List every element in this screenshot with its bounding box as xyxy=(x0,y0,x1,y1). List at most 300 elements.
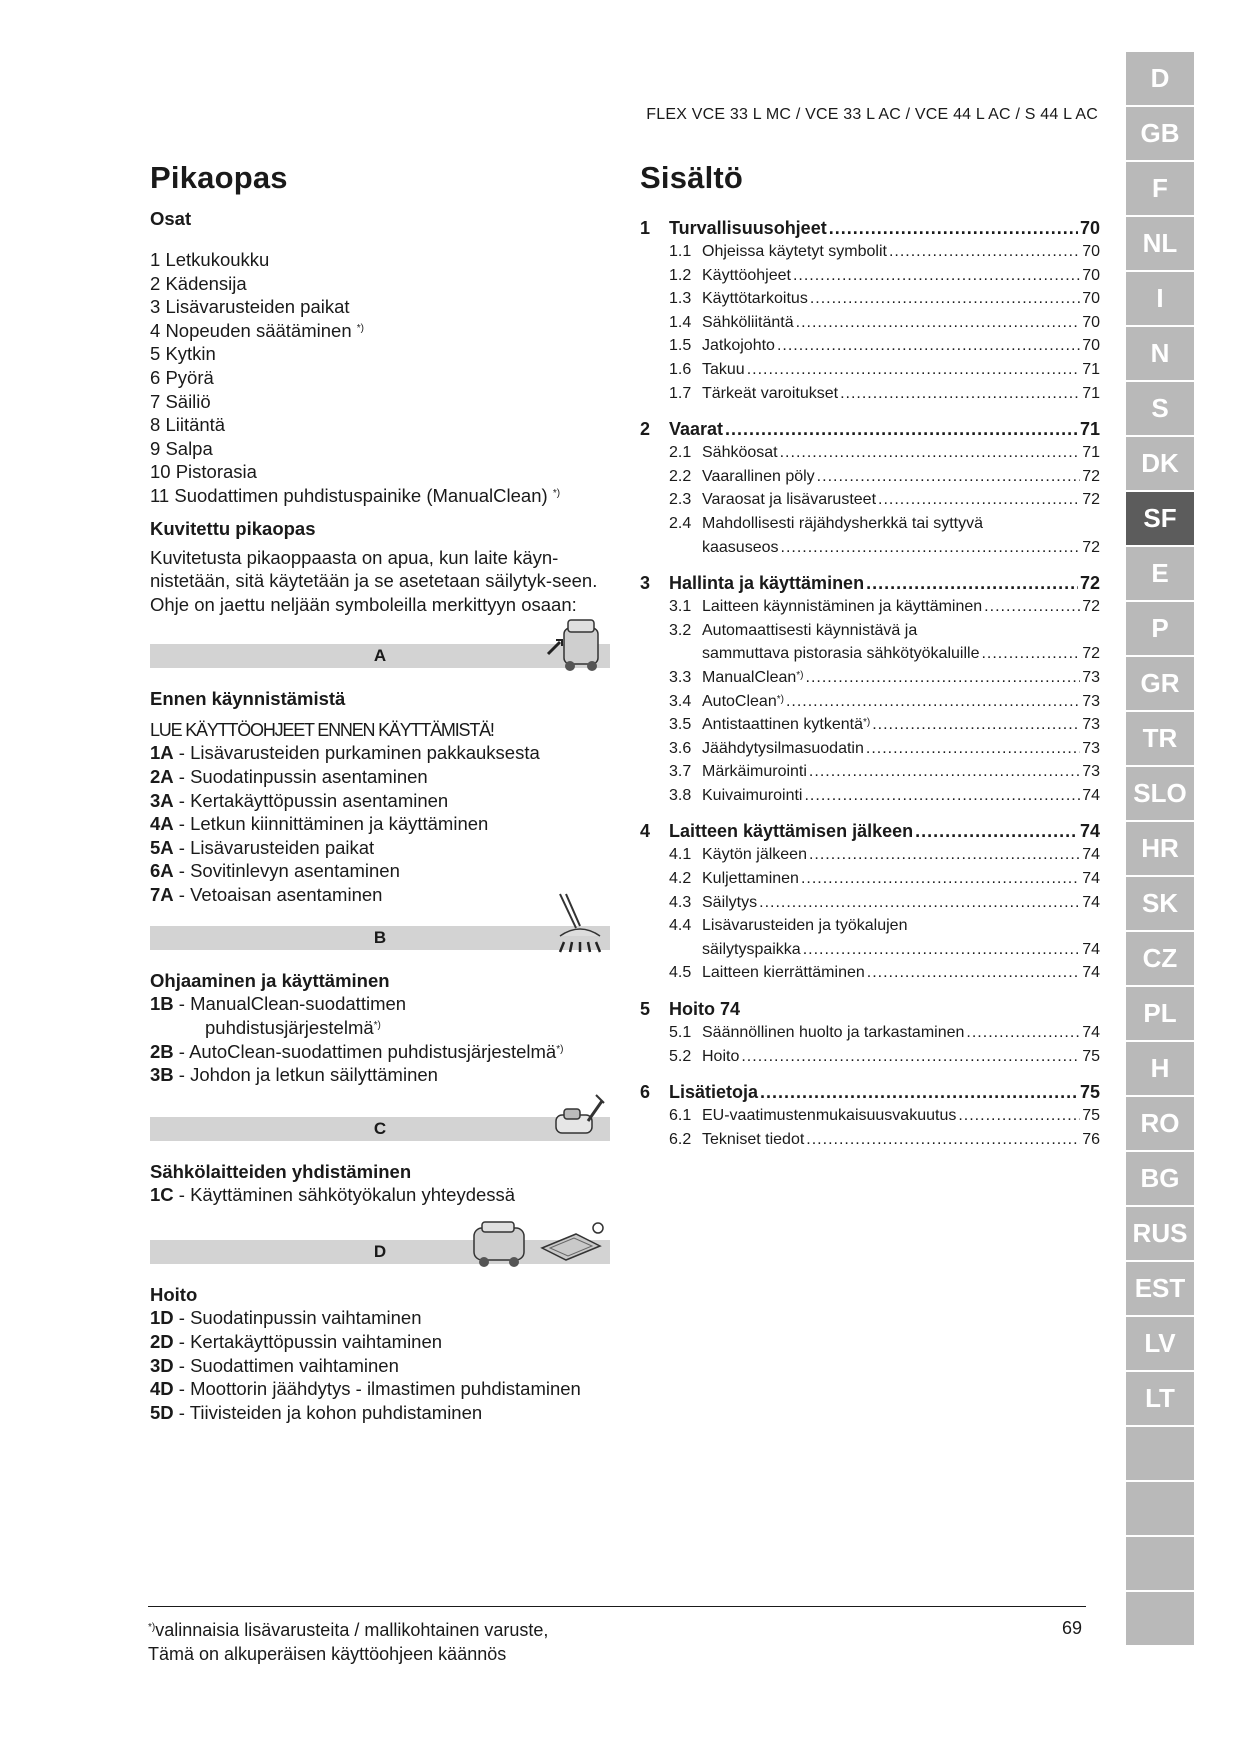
toc-leader xyxy=(867,961,1080,985)
toc-subsection[interactable] xyxy=(640,690,1100,714)
toc-leader xyxy=(915,819,1078,843)
toc-subsection[interactable] xyxy=(640,760,1100,784)
toc-leader xyxy=(878,488,1080,512)
language-tab-s[interactable]: S xyxy=(1126,382,1194,437)
toc-sub-number: 2.1 xyxy=(669,444,692,462)
toc-page: 70 xyxy=(1082,337,1100,355)
toc-sub-title-text: EU-vaatimustenmukaisuusvakuutus xyxy=(702,1107,957,1125)
part-number: 10 xyxy=(150,461,171,483)
toc-page: 71 xyxy=(1082,444,1100,462)
section-band-b xyxy=(150,926,610,950)
toc-subsection[interactable] xyxy=(640,488,1100,512)
instruction-item xyxy=(150,741,610,765)
toc-sub-title xyxy=(702,311,794,335)
toc-page: 72 xyxy=(1082,645,1100,663)
part-label: Suodattimen puhdistuspainike (ManualClean) xyxy=(174,484,548,506)
toc-sub-title xyxy=(702,961,865,985)
part-label: Kädensija xyxy=(165,272,247,294)
toc-sub-title xyxy=(702,737,864,761)
language-tab-sk[interactable]: SK xyxy=(1126,877,1194,932)
toc-section[interactable] xyxy=(640,571,1100,595)
toc-sub-title xyxy=(702,666,804,690)
toc-leader xyxy=(796,311,1081,335)
language-tab-e[interactable]: E xyxy=(1126,547,1194,602)
toc-subsection-cont xyxy=(640,938,1100,962)
instruction-text-cont: puhdistusjärjestelmä xyxy=(205,1017,374,1039)
model-header: FLEX VCE 33 L MC / VCE 33 L AC / VCE 44 L AC / S 44 L AC xyxy=(646,106,1098,123)
toc-subsection[interactable] xyxy=(640,311,1100,335)
toc-page: 70 xyxy=(1082,290,1100,308)
part-label: Nopeuden säätäminen xyxy=(165,319,352,341)
toc-subsection[interactable] xyxy=(640,240,1100,264)
footer-note xyxy=(148,1618,548,1666)
part-label: Pyörä xyxy=(165,366,214,388)
instruction-code: 5D xyxy=(150,1401,174,1423)
toc-leader xyxy=(806,666,1081,690)
toc-page: 75 xyxy=(1079,1082,1100,1103)
footnote-marker: *) xyxy=(373,1020,381,1032)
toc-subsection[interactable] xyxy=(640,891,1100,915)
instruction-text: - Kertakäyttöpussin asentaminen xyxy=(173,789,449,811)
footnote-marker: *) xyxy=(356,322,364,334)
toc-sub-title xyxy=(702,891,757,915)
toc-sub-title xyxy=(702,784,802,808)
language-tab-gb[interactable]: GB xyxy=(1126,107,1194,162)
instruction-code: 1B xyxy=(150,993,174,1015)
language-tab-lv[interactable]: LV xyxy=(1126,1317,1194,1372)
footnote-marker: *) xyxy=(552,487,561,499)
toc-sub-title xyxy=(702,1045,739,1069)
toc-section-number: 1 xyxy=(640,218,651,238)
toc-leader xyxy=(966,1021,1080,1045)
toc-sub-title-text: Automaattisesti käynnistävä ja xyxy=(702,621,918,639)
part-item xyxy=(150,437,610,461)
toc-subsection[interactable] xyxy=(640,713,1100,737)
toc-sub-title xyxy=(702,240,887,264)
toc-page: 73 xyxy=(1082,739,1100,757)
toc-page: 75 xyxy=(1082,1107,1100,1125)
toc-sub-title-text: Tekniset tiedot xyxy=(702,1130,805,1148)
part-label: Letkukoukku xyxy=(165,249,270,270)
translation-notice: Tämä on alkuperäisen käyttöohjeen käännös xyxy=(148,1644,507,1664)
toc-sub-number: 2.3 xyxy=(669,491,692,509)
toc-leader xyxy=(984,595,1080,619)
toc-sub-title xyxy=(702,843,807,867)
instruction-code: 2B xyxy=(150,1040,174,1062)
toc-page: 71 xyxy=(1082,360,1100,378)
language-tab-h[interactable]: H xyxy=(1126,1042,1194,1097)
part-item xyxy=(150,460,610,484)
toc-sub-title-cont: säilytyspaikka xyxy=(702,940,801,958)
language-tab-gr[interactable]: GR xyxy=(1126,657,1194,712)
part-number: 8 xyxy=(150,414,161,436)
toc-leader xyxy=(809,760,1080,784)
toc-leader xyxy=(958,1104,1080,1128)
toc-sub-title-cont: kaasuseos xyxy=(702,538,779,556)
footnote-text: valinnaisia lisävarusteita / mallikohtainen varuste, xyxy=(155,1620,549,1640)
toc-sub-number: 3.4 xyxy=(669,692,692,710)
part-number: 11 xyxy=(150,484,170,506)
part-number: 2 xyxy=(150,272,161,294)
toc-subsection[interactable] xyxy=(640,382,1100,406)
toc-subsection[interactable] xyxy=(640,1128,1100,1152)
toc-sub-title-text: AutoClean xyxy=(702,692,777,710)
toc-page: 74 xyxy=(1082,964,1100,982)
instruction-text: - Lisävarusteiden paikat xyxy=(173,836,375,858)
toc-subsection[interactable] xyxy=(640,441,1100,465)
toc-page: 72 xyxy=(1079,573,1100,594)
part-number: 6 xyxy=(150,366,161,388)
toc-leader xyxy=(786,690,1080,714)
instruction-text: - Letkun kiinnittäminen ja käyttäminen xyxy=(173,813,489,835)
toc-page: 70 xyxy=(1082,313,1100,331)
part-item xyxy=(150,390,610,414)
toc-section-number: 2 xyxy=(640,419,651,440)
instruction-item xyxy=(150,1377,610,1401)
toc-sub-number: 1.5 xyxy=(669,337,692,355)
toc-sub-title-text: Laitteen kierrättäminen xyxy=(702,964,865,982)
toc-subsection-cont xyxy=(640,536,1100,560)
warning-text: LUE KÄYTTÖOHJEET ENNEN KÄYTTÄMISTÄ! xyxy=(150,720,494,741)
language-tab-p[interactable]: P xyxy=(1126,602,1194,657)
toc-subsection[interactable] xyxy=(640,512,1100,536)
toc-subsection[interactable] xyxy=(640,595,1100,619)
toc-subsection[interactable] xyxy=(640,1104,1100,1128)
toc-page: 75 xyxy=(1082,1047,1100,1065)
contents-column xyxy=(640,160,1100,1151)
toc-leader xyxy=(760,1080,1078,1104)
instruction-text: - Kertakäyttöpussin vaihtaminen xyxy=(173,1331,443,1353)
toc-subsection[interactable] xyxy=(640,784,1100,808)
language-tab-bg[interactable]: BG xyxy=(1126,1152,1194,1207)
toc-sub-number: 6.1 xyxy=(669,1107,692,1125)
section-title-c: Sähkölaitteiden yhdistäminen xyxy=(150,1160,412,1182)
toc-sub-number: 3.6 xyxy=(669,739,692,757)
part-item xyxy=(150,319,610,343)
instruction-code: 1D xyxy=(150,1307,174,1329)
section-band-a xyxy=(150,644,610,668)
language-tab-est[interactable]: EST xyxy=(1126,1262,1194,1317)
power-tool-icon xyxy=(550,1091,606,1147)
parts-list xyxy=(150,248,610,508)
language-tab-i[interactable]: I xyxy=(1126,272,1194,327)
toc-subsection[interactable] xyxy=(640,1045,1100,1069)
toc-sub-title-text: Ohjeissa käytetyt symbolit xyxy=(702,243,887,260)
maintenance-icon xyxy=(466,1218,606,1270)
part-label: Pistorasia xyxy=(175,461,257,483)
toc-leader xyxy=(801,867,1080,891)
toc-sub-number: 3.3 xyxy=(669,668,692,686)
toc-section[interactable] xyxy=(640,819,1100,843)
language-tab-hr[interactable]: HR xyxy=(1126,822,1194,877)
section-letter: A xyxy=(373,646,387,666)
table-of-contents xyxy=(640,216,1100,1151)
toc-leader xyxy=(777,334,1080,358)
toc-page: 73 xyxy=(1082,692,1100,710)
toc-sub-title xyxy=(702,358,745,382)
toc-page: 74 xyxy=(1079,821,1100,842)
instruction-item xyxy=(150,1306,610,1330)
toc-sub-title-text: Hoito xyxy=(702,1047,740,1065)
toc-leader xyxy=(793,264,1080,288)
toc-section-title: Vaarat xyxy=(669,419,724,440)
toc-subsection[interactable] xyxy=(640,843,1100,867)
toc-page: 72 xyxy=(1082,467,1100,485)
section-letter: C xyxy=(373,1118,387,1138)
toc-leader xyxy=(759,891,1080,915)
toc-subsection[interactable] xyxy=(640,287,1100,311)
language-tab-f[interactable]: F xyxy=(1126,162,1194,217)
part-label: Säiliö xyxy=(165,390,211,412)
footnote-marker: *) xyxy=(862,717,871,729)
toc-section[interactable] xyxy=(640,417,1100,441)
section-title-b: Ohjaaminen ja käyttäminen xyxy=(150,970,390,992)
language-tab-d[interactable]: D xyxy=(1126,52,1194,107)
toc-sub-number: 2.4 xyxy=(669,514,692,532)
instruction-text: - Tiivisteiden ja kohon puhdistaminen xyxy=(173,1401,483,1423)
toc-sub-title-text: Säännöllinen huolto ja tarkastaminen xyxy=(702,1024,965,1042)
toc-subsection[interactable] xyxy=(640,914,1100,938)
toc-leader xyxy=(872,713,1080,737)
toc-sub-title-text: Säilytys xyxy=(702,893,758,911)
toc-sub-title xyxy=(702,713,870,737)
toc-subsection[interactable] xyxy=(640,1021,1100,1045)
toc-leader xyxy=(840,382,1080,406)
toc-sub-title xyxy=(702,488,876,512)
toc-page: 74 xyxy=(1082,1024,1100,1042)
instruction-text: - Sovitinlevyn asentaminen xyxy=(173,860,400,882)
instruction-item xyxy=(150,883,610,907)
quick-guide-title: Pikaopas xyxy=(150,160,288,195)
toc-sub-number: 1.7 xyxy=(669,384,692,402)
instruction-item xyxy=(150,765,610,789)
toc-page: 73 xyxy=(1082,716,1100,734)
language-tab-lt[interactable]: LT xyxy=(1126,1372,1194,1427)
section-items-c xyxy=(150,1183,610,1207)
toc-sub-number: 1.3 xyxy=(669,290,692,308)
language-tab-tr[interactable]: TR xyxy=(1126,712,1194,767)
toc-sub-title-text: Märkäimurointi xyxy=(702,763,807,781)
toc-sub-number: 3.8 xyxy=(669,786,692,804)
instruction-text: - Johdon ja letkun säilyttäminen xyxy=(173,1064,438,1086)
toc-subsection[interactable] xyxy=(640,334,1100,358)
instruction-item xyxy=(150,1330,610,1354)
toc-section-number: 4 xyxy=(640,821,651,842)
toc-subsection[interactable] xyxy=(640,666,1100,690)
toc-sub-title xyxy=(702,1021,964,1045)
footer-divider xyxy=(148,1606,1086,1607)
toc-sub-number: 3.7 xyxy=(669,763,692,781)
toc-section-title: Lisätietoja xyxy=(669,1082,759,1103)
toc-sub-title-text: Sähköosat xyxy=(702,444,778,462)
instruction-item xyxy=(150,836,610,860)
toc-section-title: Hoito 74 xyxy=(669,999,741,1020)
footnote-marker: *) xyxy=(796,669,804,681)
toc-subsection[interactable] xyxy=(640,867,1100,891)
toc-sub-number: 4.2 xyxy=(669,870,692,888)
filter-cleaning-icon xyxy=(554,892,606,956)
toc-sub-number: 4.5 xyxy=(669,964,692,982)
toc-sub-title-cont: sammuttava pistorasia sähkötyökaluille xyxy=(702,645,980,663)
part-item xyxy=(150,484,610,508)
instruction-item xyxy=(150,859,610,883)
part-item xyxy=(150,342,610,366)
toc-sub-title xyxy=(702,1128,804,1152)
toc-leader xyxy=(810,287,1080,311)
toc-page: 74 xyxy=(1082,846,1100,864)
instruction-code: 6A xyxy=(150,860,174,882)
footnote-marker: *) xyxy=(556,1043,564,1055)
part-label: Kytkin xyxy=(165,343,216,365)
toc-page: 76 xyxy=(1082,1130,1100,1148)
language-tab-empty xyxy=(1126,1427,1194,1482)
toc-sub-title-text: Vaarallinen pöly xyxy=(702,467,815,485)
instruction-text: - Vetoaisan asentaminen xyxy=(173,883,383,905)
toc-sub-title-text: Takuu xyxy=(702,360,745,378)
toc-page: 74 xyxy=(1082,893,1100,911)
toc-sub-number: 1.6 xyxy=(669,360,692,378)
instruction-item xyxy=(150,1183,610,1207)
toc-sub-title-text: Kuljettaminen xyxy=(702,870,799,888)
toc-sub-title-text: Sähköliitäntä xyxy=(702,313,794,331)
toc-leader xyxy=(809,843,1080,867)
part-label: Lisävarusteiden paikat xyxy=(165,296,350,318)
instruction-text: - ManualClean-suodattimen xyxy=(173,993,407,1015)
toc-sub-title xyxy=(702,595,982,619)
toc-sub-title-text: Käytön jälkeen xyxy=(702,846,807,864)
toc-leader xyxy=(725,417,1078,441)
language-sidebar xyxy=(1126,52,1194,1647)
instruction-code: 4A xyxy=(150,813,174,835)
instruction-code: 2A xyxy=(150,765,174,787)
part-number: 4 xyxy=(150,319,161,341)
section-items-a xyxy=(150,741,610,906)
toc-sub-number: 1.4 xyxy=(669,313,692,331)
toc-sub-title xyxy=(702,690,784,714)
toc-sub-number: 4.1 xyxy=(669,846,692,864)
toc-sub-title xyxy=(702,512,983,536)
instruction-item xyxy=(150,812,610,836)
toc-page: 71 xyxy=(1082,384,1100,402)
footnote-marker: *) xyxy=(776,693,784,705)
toc-leader xyxy=(741,1045,1080,1069)
language-tab-nl[interactable]: NL xyxy=(1126,217,1194,272)
toc-sub-title xyxy=(702,867,799,891)
instruction-code: 4D xyxy=(150,1378,174,1400)
part-item xyxy=(150,366,610,390)
toc-section-number: 6 xyxy=(640,1082,651,1103)
illustrated-heading: Kuvitettu pikaopas xyxy=(150,517,316,539)
toc-sub-title-text: Varaosat ja lisävarusteet xyxy=(702,491,877,509)
toc-sub-title-text: Laitteen käynnistäminen ja käyttäminen xyxy=(702,598,983,616)
quick-guide-column xyxy=(150,160,610,1424)
toc-page: 70 xyxy=(1079,218,1100,238)
toc-sub-title xyxy=(702,334,775,358)
toc-sub-number: 1.1 xyxy=(669,243,692,260)
toc-sub-title-text: Jäähdytysilmasuodatin xyxy=(702,739,864,757)
toc-section-number: 5 xyxy=(640,999,651,1020)
toc-subsection[interactable] xyxy=(640,358,1100,382)
instruction-code: 5A xyxy=(150,836,174,858)
toc-sub-title-text: Kuivaimurointi xyxy=(702,786,803,804)
toc-sub-title xyxy=(702,914,907,938)
toc-page: 70 xyxy=(1082,243,1100,260)
language-tab-dk[interactable]: DK xyxy=(1126,437,1194,492)
instruction-text: - Käyttäminen sähkötyökalun yhteydessä xyxy=(173,1183,516,1205)
language-tab-ro[interactable]: RO xyxy=(1126,1097,1194,1152)
instruction-text: - Suodatinpussin vaihtaminen xyxy=(173,1307,422,1329)
toc-sub-number: 4.4 xyxy=(669,917,692,935)
language-tab-cz[interactable]: CZ xyxy=(1126,932,1194,987)
toc-sub-title xyxy=(702,760,807,784)
toc-leader xyxy=(817,465,1081,489)
toc-sub-number: 5.1 xyxy=(669,1024,692,1042)
toc-subsection[interactable] xyxy=(640,961,1100,985)
toc-subsection[interactable] xyxy=(640,465,1100,489)
toc-section-title: Hallinta ja käyttäminen xyxy=(669,573,865,594)
part-label: Salpa xyxy=(165,437,213,459)
toc-subsection[interactable] xyxy=(640,264,1100,288)
toc-page: 70 xyxy=(1082,266,1100,284)
toc-subsection[interactable] xyxy=(640,619,1100,643)
toc-section[interactable] xyxy=(640,997,1100,1021)
language-tab-sf[interactable]: SF xyxy=(1126,492,1194,547)
language-tab-slo[interactable]: SLO xyxy=(1126,767,1194,822)
instruction-item xyxy=(150,1063,610,1087)
toc-sub-title xyxy=(702,619,917,643)
toc-subsection[interactable] xyxy=(640,737,1100,761)
language-tab-rus[interactable]: RUS xyxy=(1126,1207,1194,1262)
toc-sub-title-text: Käyttöohjeet xyxy=(702,266,791,284)
toc-page: 73 xyxy=(1082,668,1100,686)
toc-leader xyxy=(781,536,1081,560)
toc-page: 74 xyxy=(1082,870,1100,888)
toc-leader xyxy=(747,358,1081,382)
section-items-b xyxy=(150,992,610,1086)
toc-leader xyxy=(889,240,1080,264)
toc-subsection-cont xyxy=(640,642,1100,666)
part-item xyxy=(150,413,610,437)
toc-sub-title-text: Käyttötarkoitus xyxy=(702,290,808,308)
toc-sub-number: 2.2 xyxy=(669,467,692,485)
instruction-text: - Moottorin jäähdytys - ilmastimen puhdistaminen xyxy=(173,1378,581,1400)
toc-page: 74 xyxy=(1082,786,1100,804)
language-tab-empty xyxy=(1126,1592,1194,1647)
language-tab-n[interactable]: N xyxy=(1126,327,1194,382)
toc-sub-number: 3.1 xyxy=(669,598,692,616)
toc-leader xyxy=(806,1128,1080,1152)
part-number: 9 xyxy=(150,437,161,459)
instruction-code: 7A xyxy=(150,883,174,905)
section-band-d xyxy=(150,1240,610,1264)
toc-sub-title-text: Tärkeät varoitukset xyxy=(702,384,839,402)
toc-section-number: 3 xyxy=(640,573,651,594)
toc-sub-title xyxy=(702,287,808,311)
toc-sub-title-text: Jatkojohto xyxy=(702,337,775,355)
language-tab-pl[interactable]: PL xyxy=(1126,987,1194,1042)
toc-sub-title xyxy=(702,465,815,489)
toc-section[interactable] xyxy=(640,216,1100,240)
toc-sub-title-text: Lisävarusteiden ja työkalujen xyxy=(702,917,908,935)
toc-leader xyxy=(866,571,1078,595)
toc-sub-number: 1.2 xyxy=(669,266,692,284)
toc-section[interactable] xyxy=(640,1080,1100,1104)
toc-page: 71 xyxy=(1079,419,1100,440)
section-items-d xyxy=(150,1306,610,1424)
language-tab-empty xyxy=(1126,1537,1194,1592)
toc-sub-title-text: ManualClean xyxy=(702,668,797,686)
toc-sub-number: 4.3 xyxy=(669,893,692,911)
